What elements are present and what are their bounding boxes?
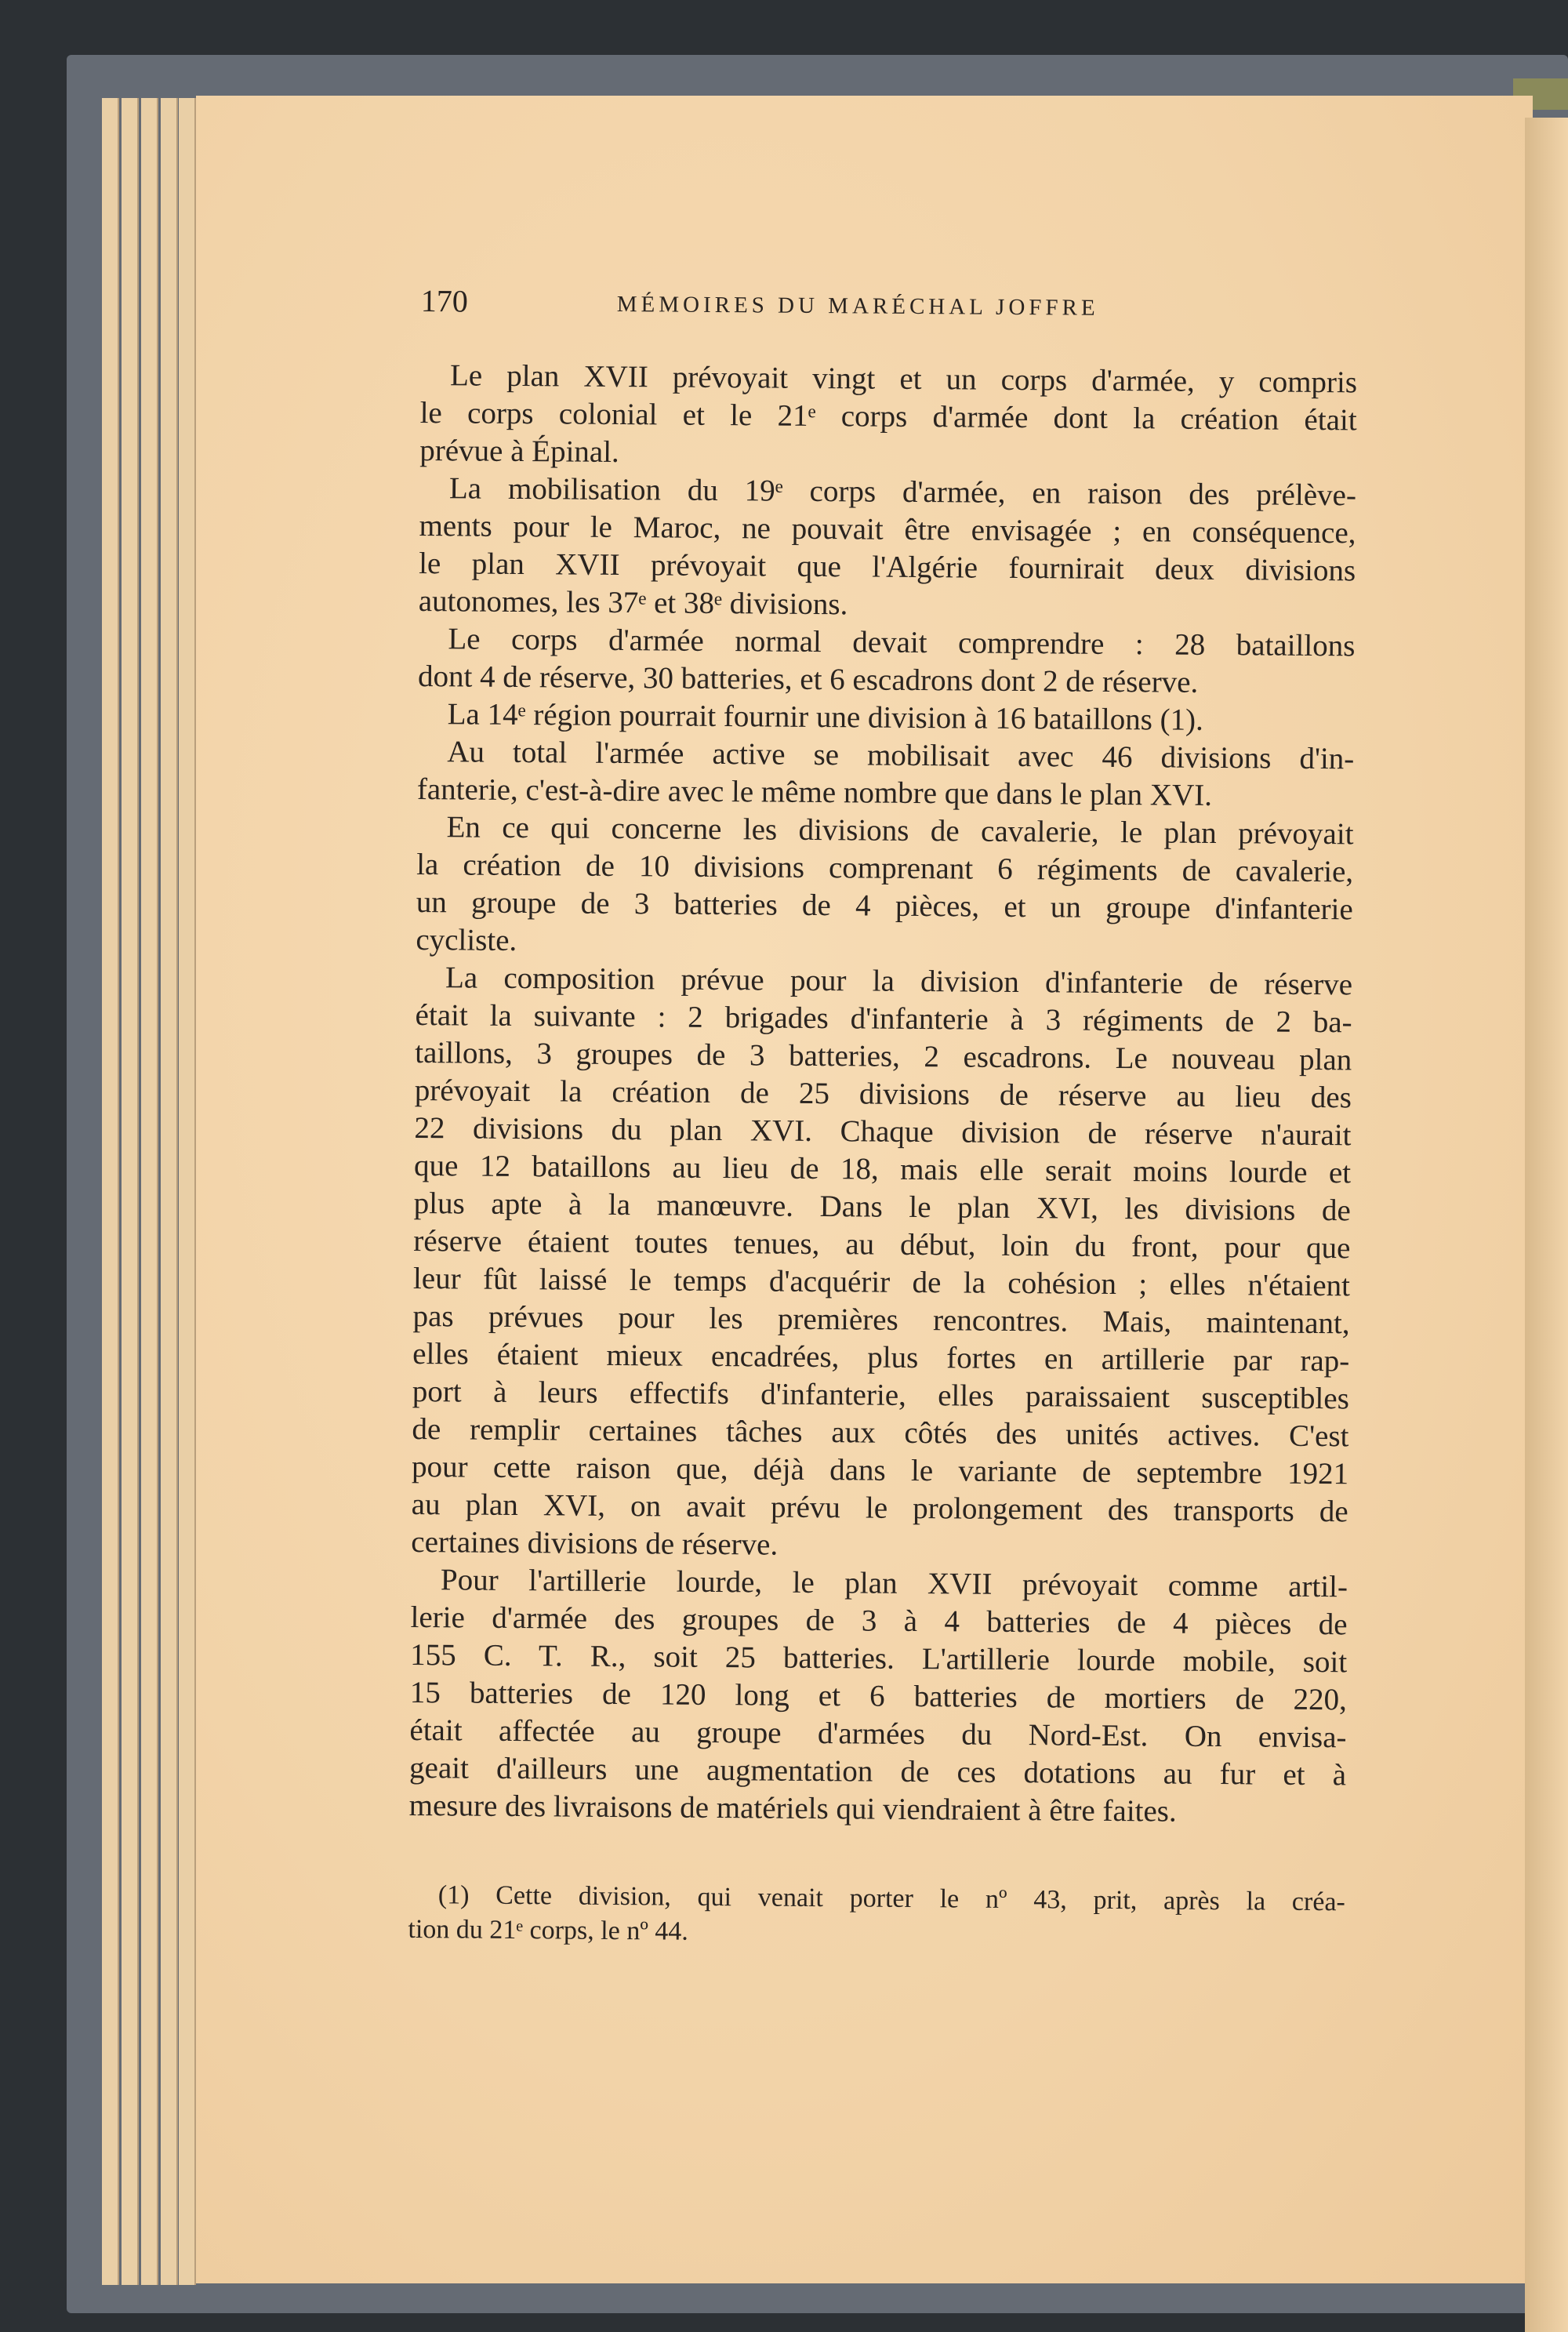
body-text	[409, 357, 1358, 1832]
page-edge	[141, 98, 158, 2285]
footnote-line: (1) Cette division, qui venait porter le nº 43, prit, après la créa-	[437, 1880, 1345, 1917]
text-line: était affectée au groupe d'armées du Nord-Est. On envisa-	[409, 1713, 1347, 1755]
text-line: que 12 bataillons au lieu de 18, mais elle serait moins lourde et	[413, 1148, 1352, 1190]
text-line: La composition prévue pour la division d'infanterie de réserve	[445, 961, 1353, 1002]
running-title: MÉMOIRES DU MARÉCHAL JOFFRE	[616, 291, 1099, 321]
footnote-line: tion du 21ᵉ corps, le nº 44.	[408, 1914, 688, 1946]
text-line: lerie d'armée des groupes de 3 à 4 batteries de 4 pièces de	[410, 1600, 1348, 1642]
text-line: au plan XVI, on avait prévu le prolongement des transports de	[411, 1487, 1348, 1529]
text-line: elles étaient mieux encadrées, plus fortes en artillerie par rap-	[412, 1336, 1350, 1378]
text-line: 155 C. T. R., soit 25 batteries. L'artillerie lourde mobile, soit	[410, 1637, 1348, 1680]
text-line: un groupe de 3 batteries de 4 pièces, et un groupe d'infanterie	[416, 884, 1353, 927]
text-line: la création de 10 divisions comprenant 6 régiments de cavalerie,	[416, 847, 1354, 889]
paragraph	[417, 733, 1355, 815]
text-line: taillons, 3 groupes de 3 batteries, 2 escadrons. Le nouveau plan	[415, 1035, 1352, 1077]
text-line: leur fût laissé le temps d'acquérir de la cohésion ; elles n'étaient	[412, 1261, 1351, 1303]
text-line: pour cette raison que, déjà dans le variante de septembre 1921	[411, 1449, 1349, 1491]
text-line: 15 batteries de 120 long et 6 batteries de mortiers de 220,	[409, 1675, 1348, 1717]
page-edge	[122, 98, 139, 2285]
page-edge	[161, 98, 178, 2285]
text-line: La 14ᵉ région pourrait fournir une division à 16 bataillons (1).	[447, 697, 1204, 737]
paragraph	[411, 959, 1352, 1568]
text-line: port à leurs effectifs d'infanterie, elles paraissaient susceptibles	[412, 1374, 1350, 1416]
text-line: En ce qui concerne les divisions de cavalerie, le plan prévoyait	[446, 810, 1354, 852]
page-gutter	[1525, 118, 1568, 2332]
text-line: La mobilisation du 19ᵉ corps d'armée, en raison des prélève-	[448, 471, 1357, 513]
text-line: fanterie, c'est-à-dire avec le même nombre que dans le plan XVI.	[416, 772, 1213, 812]
footnote	[408, 1878, 1345, 1954]
text-line: 22 divisions du plan XVI. Chaque division de réserve n'aurait	[414, 1110, 1352, 1153]
text-line: ments pour le Maroc, ne pouvait être envisagée ; en conséquence,	[419, 508, 1356, 550]
text-line: Le plan XVII prévoyait vingt et un corps d'armée, y compris	[449, 358, 1358, 400]
text-line: mesure des livraisons de matériels qui viendraient à être faites.	[408, 1788, 1177, 1829]
text-line: plus apte à la manœuvre. Dans le plan XVI, les divisions de	[413, 1186, 1351, 1228]
text-line: dont 4 de réserve, 30 batteries, et 6 escadrons dont 2 de réserve.	[417, 659, 1199, 699]
paragraph	[419, 470, 1356, 627]
text-line: le plan XVII prévoyait que l'Algérie fournirait deux divisions	[419, 546, 1356, 588]
text-line: Pour l'artillerie lourde, le plan XVII prévoyait comme artil-	[440, 1563, 1348, 1604]
text-line: certaines divisions de réserve.	[411, 1524, 779, 1562]
text-line: réserve étaient toutes tenues, au début, loin du front, pour que	[413, 1223, 1351, 1266]
text-line: Au total l'armée active se mobilisait avec 46 divisions d'in-	[447, 735, 1355, 776]
text-line: était la suivante : 2 brigades d'infanterie à 3 régiments de 2 ba-	[415, 997, 1352, 1040]
paragraph	[419, 357, 1357, 477]
paragraph	[418, 620, 1356, 703]
text-line: prévue à Épinal.	[419, 433, 619, 469]
text-line: prévoyait la création de 25 divisions de réserve au lieu des	[414, 1073, 1352, 1115]
paragraph	[409, 1561, 1348, 1832]
text-line: pas prévues pour les premières rencontres. Mais, maintenant,	[412, 1299, 1350, 1341]
page-number: 170	[420, 282, 468, 319]
page-edge	[102, 98, 119, 2285]
paragraph	[416, 808, 1353, 966]
page-edge	[179, 98, 196, 2285]
text-line: autonomes, les 37ᵉ et 38ᵉ divisions.	[418, 583, 848, 622]
text-line: Le corps d'armée normal devait comprendre : 28 bataillons	[448, 622, 1356, 663]
text-line: le corps colonial et le 21ᵉ corps d'armée dont la création était	[419, 395, 1357, 438]
text-line: geait d'ailleurs une augmentation de ces dotations au fur et à	[408, 1750, 1347, 1793]
text-line: de remplir certaines tâches aux côtés des unités actives. C'est	[412, 1411, 1349, 1454]
text-line: cycliste.	[416, 922, 517, 957]
